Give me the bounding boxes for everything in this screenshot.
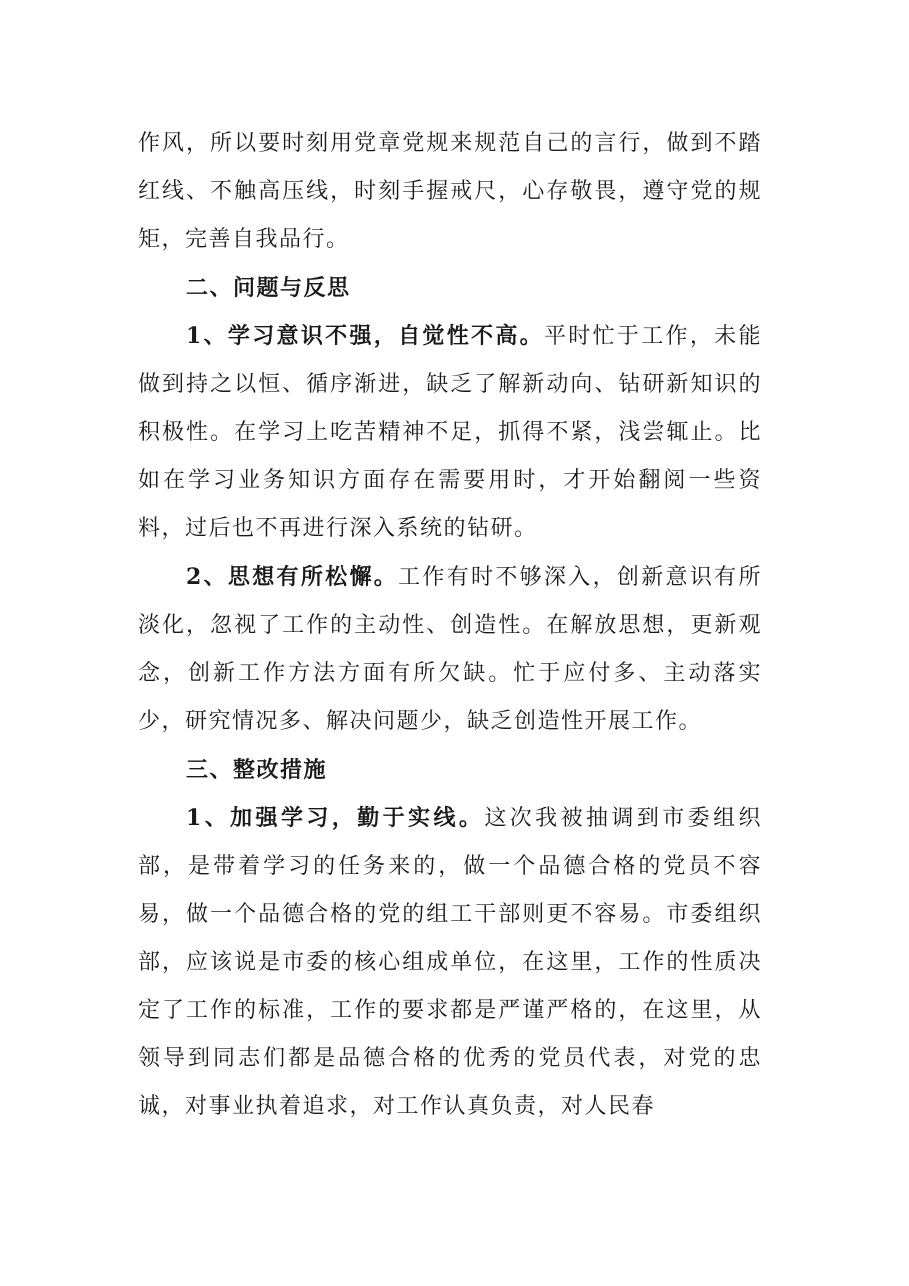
heading-text: 三、整改措施 <box>186 757 328 783</box>
item-body: 平时忙于工作，未能做到持之以恒、循序渐进，缺乏了解新动向、钻研新知识的积极性。在学习上吃苦精神不足，抓得不紧，浅尝辄止。比如在学习业务知识方面存在需要用时，才开始翻阅一些资料，过后也不再进行深入系统的钻研。 <box>138 324 762 541</box>
paragraph-text: 作风，所以要时刻用党章党规来规范自己的言行，做到不踏红线、不触高压线，时刻手握戒尺，心存敬畏，遵守党的规矩，完善自我品行。 <box>138 131 762 252</box>
item-body: 这次我被抽调到市委组织部，是带着学习的任务来的，做一个品德合格的党员不容易，做一个品德合格的党的组工干部则更不容易。市委组织部，应该说是市委的核心组成单位，在这里，工作的性质决定了工作的标准，工作的要求都是严谨严格的，在这里，从领导到同志们都是品德合格的优秀的党员代表，对党的忠诚，对事业执着追求，对工作认真负责，对人民春 <box>138 806 762 1119</box>
item-lead: 1、加强学习，勤于实线。 <box>186 805 485 831</box>
paragraph-item-2-2 <box>138 553 762 746</box>
paragraph-continued <box>138 120 762 264</box>
document-body <box>138 120 762 1131</box>
section-heading-problems <box>138 264 762 312</box>
heading-text: 二、问题与反思 <box>186 275 351 301</box>
item-body: 工作有时不够深入，创新意识有所淡化，忽视了工作的主动性、创造性。在解放思想，更新观念，创新工作方法方面有所欠缺。忙于应付多、主动落实少，研究情况多、解决问题少，缺乏创造性开展工作。 <box>138 565 762 734</box>
section-heading-measures <box>138 746 762 794</box>
paragraph-item-2-1 <box>138 312 762 553</box>
item-lead: 2、思想有所松懈。 <box>186 564 399 590</box>
item-lead: 1、学习意识不强，自觉性不高。 <box>186 323 544 349</box>
paragraph-item-3-1 <box>138 794 762 1131</box>
